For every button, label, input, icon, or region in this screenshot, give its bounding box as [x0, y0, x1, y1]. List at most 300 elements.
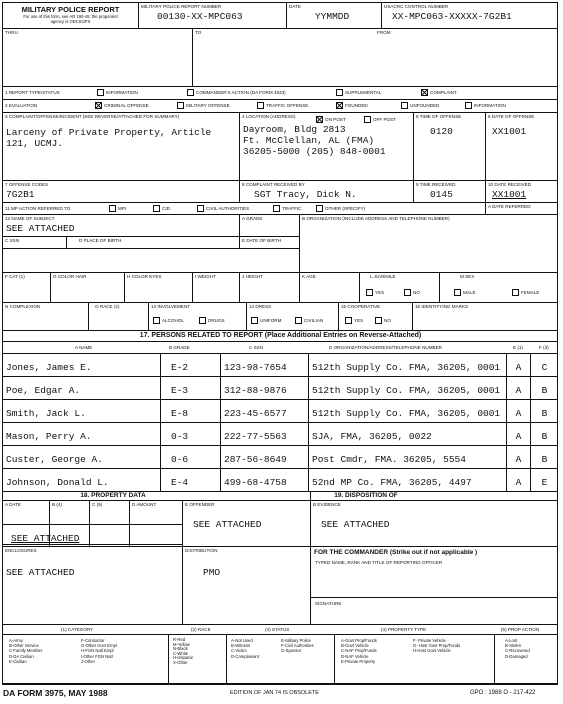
evidence-value[interactable]: SEE ATTACHED: [321, 518, 390, 530]
signature-label: SIGNATURE: [315, 601, 342, 606]
table-cell-name[interactable]: Johnson, Donald L.: [3, 469, 161, 491]
table-cell-e[interactable]: A: [507, 400, 531, 422]
legend-item: F-Contractor: [81, 638, 105, 643]
table-cell-f[interactable]: B: [541, 385, 548, 396]
option-label: CIVIL AUTHORITIES: [206, 206, 250, 211]
table-cell-org[interactable]: 512th Supply Co. FMA, 36205, 0001: [309, 400, 507, 422]
property-amount-label: D AMOUNT: [132, 502, 157, 507]
legend-item: A-Lost: [505, 638, 518, 643]
checkbox[interactable]: [364, 116, 371, 123]
edition-note: EDITION OF JAN 74 IS OBSOLETE: [230, 690, 319, 696]
legend-category-title: (1) CATEGORY: [61, 627, 94, 632]
option-label: ON POST: [325, 117, 346, 122]
legend-item: X-Other: [173, 659, 188, 665]
legend-race-list: [173, 638, 193, 666]
evaluation-information[interactable]: [465, 102, 506, 109]
from-label: FROM: [377, 30, 391, 35]
legend-category-cell: [3, 635, 169, 684]
table-cell-ssn[interactable]: 312-88-9876: [221, 377, 309, 399]
report-type-information[interactable]: [97, 89, 138, 96]
juvenile-label: L JUVENILE: [370, 274, 396, 279]
legend-race-title: (2) RACE: [191, 627, 211, 632]
checkbox[interactable]: [251, 317, 258, 324]
table-cell-grade[interactable]: E-3: [161, 377, 221, 399]
table-cell-f[interactable]: C: [541, 362, 548, 373]
table-row: [3, 377, 558, 400]
subject-name-cell: [3, 215, 240, 237]
sex-cell: [440, 273, 558, 303]
date-referred-label: A DATE REFERRED: [488, 204, 531, 209]
table-cell-ssn[interactable]: 222-77-5563: [221, 423, 309, 445]
date-value[interactable]: YYMMDD: [315, 10, 350, 22]
ssn-cell: [3, 237, 67, 249]
height-label: J HEIGHT: [242, 274, 263, 279]
table-cell-e[interactable]: A: [507, 377, 531, 399]
location-label: 4 LOCATION (ADDRESS): [242, 114, 296, 119]
dress-civilian[interactable]: [295, 317, 323, 324]
subject-grade-label: A GRADE: [242, 216, 263, 221]
property-b-label: B (4): [52, 502, 62, 507]
eyes-label: H COLOR EYES: [127, 274, 162, 279]
checkbox[interactable]: [512, 289, 519, 296]
option-label: INFORMATION: [474, 103, 506, 108]
enclosures-label: ENCLOSURES: [5, 548, 37, 553]
date-offense-cell: [486, 113, 558, 181]
form-title-cell: [3, 3, 139, 29]
option-label: CID: [162, 206, 170, 211]
legend-item: D-NAF Vehicle: [341, 653, 369, 659]
checkbox-checked[interactable]: [316, 116, 323, 123]
date-offense-label: 6 DATE OF OFFENSE: [488, 114, 535, 119]
checkbox[interactable]: [465, 102, 472, 109]
complaint-label: 3 COMPLAINT/OFFENSE/INCIDENT (SEE REVERSE/ATTACHED FOR SUMMARY): [5, 114, 180, 119]
table-row: [3, 423, 558, 446]
age-cell: [300, 273, 360, 303]
offense-codes-cell: [3, 181, 240, 203]
table-cell-ssn[interactable]: 123-98-7654: [221, 354, 309, 376]
legend-item: G- Host Govt Prop/Funds: [413, 643, 461, 649]
cooperative-label: 15 COOPERATIVE: [341, 304, 381, 309]
checkbox[interactable]: [295, 317, 302, 324]
checkbox-checked[interactable]: [336, 102, 343, 109]
checkbox[interactable]: [401, 102, 408, 109]
mp-action-other[interactable]: [316, 205, 365, 212]
date-received-value[interactable]: XX1001: [492, 188, 527, 200]
option-label: OTHER (SPECIFY): [325, 206, 366, 211]
signature-divider: [311, 597, 558, 598]
legend-item: D-DA Civilian: [9, 653, 34, 659]
table-cell-f[interactable]: B: [541, 431, 548, 442]
commander-cell: [311, 547, 558, 625]
mp-action-civil[interactable]: [197, 205, 249, 212]
property-date-label: A DATE: [5, 502, 21, 507]
offender-label: E OFFENDER: [185, 502, 215, 507]
property-title: 18. PROPERTY DATA: [80, 492, 146, 499]
table-cell-name[interactable]: Mason, Perry A.: [3, 423, 161, 445]
checkbox-checked[interactable]: [95, 102, 102, 109]
dress-label: 14 DRESS: [249, 304, 272, 309]
legend-item: E-Private Property: [341, 658, 376, 664]
involvement-label: 13 INVOLVEMENT: [151, 304, 190, 309]
legend-category-col-1: [9, 638, 42, 664]
typed-name-label: TYPED NAME, RANK AND TITLE OF REPORTING OFFICER: [315, 560, 443, 565]
evaluation-row: [3, 100, 558, 113]
persons-header-grade: B GRADE: [169, 345, 190, 350]
enclosures-value[interactable]: SEE ATTACHED: [6, 566, 75, 578]
table-cell-f[interactable]: E: [541, 477, 548, 488]
legend-item: A-Army: [9, 638, 23, 643]
complaint-line-2[interactable]: 121, UCMJ.: [6, 137, 64, 149]
complaint-received-cell: [240, 181, 414, 203]
juvenile-yes[interactable]: [366, 289, 384, 296]
legend-prop-cell: [335, 635, 495, 684]
subject-org-label: B ORGANIZATION (INCLUDE ADDRESS AND TELEPHONE NUMBER): [302, 216, 450, 221]
date-received-label: 10 DATE RECEIVED: [488, 182, 532, 187]
table-cell-e[interactable]: A: [507, 354, 531, 376]
distribution-cell: [183, 547, 311, 625]
option-label: MALE: [463, 290, 476, 295]
juvenile-no[interactable]: [404, 289, 420, 296]
usacrc-label: USACRC CONTROL NUMBER: [384, 4, 449, 9]
time-offense-cell: [414, 113, 486, 181]
option-label: NO: [413, 290, 420, 295]
property-title-cell: [3, 492, 311, 501]
legend-action-title: (5) PROP ACTION: [501, 627, 540, 632]
legend-status-title: (3) STATUS: [265, 627, 290, 632]
option-label: INFORMATION: [106, 90, 138, 95]
legend-item: I-Other FGN Natl: [81, 653, 113, 659]
commander-title: FOR THE COMMANDER (Strike out if not applicable ): [314, 549, 478, 556]
date-received-cell: [486, 181, 558, 203]
ssn-label: C SSN: [5, 238, 20, 243]
time-received-value[interactable]: 0145: [430, 188, 453, 200]
legend-item: B-Govt Vehicle: [341, 643, 369, 649]
legend-item: H-Host Govt Vehicle: [413, 648, 451, 654]
sex-female[interactable]: [512, 289, 539, 296]
checkbox[interactable]: [366, 289, 373, 296]
location-on-post[interactable]: [316, 116, 346, 123]
cat-label: F CAT (1): [5, 274, 25, 279]
legend-status-col-1: [231, 638, 259, 659]
enclosures-cell: [3, 547, 183, 625]
legend-item: G-Sponsor: [281, 648, 302, 654]
legend-item: B-Witness: [231, 643, 251, 649]
property-row-value[interactable]: SEE ATTACHED: [11, 533, 80, 544]
table-cell-ssn[interactable]: 223-45-6577: [221, 400, 309, 422]
property-c-label: C (5): [92, 502, 103, 507]
legend-item: A-Govt Prop/Funds: [341, 638, 377, 643]
option-label: DRUGS: [208, 318, 225, 323]
legend-item: R-Red: [173, 637, 186, 642]
dress-cell: [247, 303, 339, 331]
report-type-supplemental[interactable]: [336, 89, 381, 96]
legend-item: J-Other: [81, 658, 95, 664]
cat-cell: [3, 273, 51, 303]
checkbox[interactable]: [454, 289, 461, 296]
report-type-complaint[interactable]: [421, 89, 457, 96]
thru-cell: [3, 29, 193, 87]
persons-table: [3, 354, 558, 492]
marks-label: 16 IDENTIFYING MARKS: [415, 304, 469, 309]
legend-item: F-Civil Authorities: [281, 643, 314, 649]
persons-header-f: F (3): [539, 345, 549, 350]
legend-action-cell: [495, 635, 558, 684]
legend-category-col-2: [81, 638, 117, 664]
report-type-row: [3, 87, 558, 100]
option-label: COMPLAINT: [430, 90, 457, 95]
evidence-label: B EVIDENCE: [313, 502, 341, 507]
table-cell-grade[interactable]: E-2: [161, 354, 221, 376]
legend-item: C-NAF Prop/Funds: [341, 648, 377, 654]
option-label: SUPPLEMENTAL: [345, 90, 382, 95]
table-cell-org[interactable]: 512th Supply Co. FMA, 36205, 0001: [309, 354, 507, 376]
checkbox[interactable]: [153, 317, 160, 324]
legend-item: C-Recovered: [505, 648, 530, 654]
subject-name-label: 12 NAME OF SUBJECT: [5, 216, 55, 221]
subject-name-value[interactable]: SEE ATTACHED: [6, 222, 75, 234]
option-label: OFF POST: [373, 117, 396, 122]
marks-cell: [413, 303, 558, 331]
dress-uniform[interactable]: [251, 317, 281, 324]
evaluation-unfounded[interactable]: [401, 102, 439, 109]
mpr-number[interactable]: 00130-XX-MPC063: [157, 10, 243, 22]
evaluation-founded[interactable]: [336, 102, 368, 109]
property-row-line-2: [3, 544, 183, 545]
persons-header-row: [3, 342, 558, 354]
subject-grade-cell: [240, 215, 300, 237]
option-label: CIVILIAN: [304, 318, 324, 323]
legend-item: H-Hispanic: [173, 655, 194, 661]
table-cell-org[interactable]: SJA, FMA, 36205, 0022: [309, 423, 507, 445]
option-label: TRAFFIC OFFENSE: [266, 103, 309, 108]
location-cell: [240, 113, 414, 181]
distribution-label: DISTRIBUTION: [185, 548, 218, 553]
table-row: [3, 446, 558, 469]
checkbox[interactable]: [109, 205, 116, 212]
location-line-3[interactable]: 36205-5000 (205) 848-0001: [243, 145, 386, 157]
option-label: MILITARY OFFENSE: [186, 103, 230, 108]
checkbox[interactable]: [257, 102, 264, 109]
legend-item: C-White: [173, 650, 189, 656]
option-label: TRAFFIC: [282, 206, 302, 211]
pob-cell: [67, 237, 240, 249]
table-cell-e[interactable]: A: [507, 469, 531, 491]
time-offense-label: 5 TIME OF OFFENSE: [416, 114, 462, 119]
height-cell: [240, 273, 300, 303]
legend-item: H-FGN Natl Empl: [81, 648, 114, 654]
checkbox[interactable]: [404, 289, 411, 296]
offender-value[interactable]: SEE ATTACHED: [193, 518, 262, 530]
time-offense-value[interactable]: 0120: [430, 125, 453, 137]
offender-cell: [183, 501, 311, 547]
date-label: DATE: [289, 4, 301, 9]
table-cell-name[interactable]: Jones, James E.: [3, 354, 161, 376]
weight-cell: [193, 273, 240, 303]
complaint-received-value[interactable]: SGT Tracy, Dick N.: [254, 188, 357, 200]
option-label: COMMANDER'S ACTION (DA FORM 4833): [196, 90, 286, 95]
offense-codes-label: 7 OFFENSE CODES: [5, 182, 49, 187]
location-line-1[interactable]: Dayroom, Bldg 2813: [243, 123, 346, 135]
option-label: CRIMINAL OFFENSE: [104, 103, 149, 108]
table-cell-name[interactable]: Smith, Jack L.: [3, 400, 161, 422]
thru-label: THRU: [5, 30, 18, 35]
table-cell-grade[interactable]: E-8: [161, 400, 221, 422]
legend-title-row: [3, 625, 558, 635]
checkbox[interactable]: [345, 317, 352, 324]
mp-action-label: 11 MP ACTION REFERRED TO: [5, 206, 71, 211]
legend-item: E-Military Police: [281, 638, 312, 643]
form-id: DA FORM 3975, MAY 1988: [3, 688, 108, 698]
race-cell: [89, 303, 149, 331]
date-offense-value[interactable]: XX1001: [492, 125, 527, 137]
evaluation-criminal[interactable]: [95, 102, 149, 109]
persons-header-e: E (1): [513, 345, 523, 350]
persons-header-name: A NAME: [75, 345, 93, 350]
checkbox[interactable]: [375, 317, 382, 324]
table-cell-e[interactable]: A: [507, 446, 531, 468]
complexion-cell: [3, 303, 89, 331]
report-type-label: 1 REPORT TYPE/STATUS: [5, 90, 60, 95]
eyes-cell: [125, 273, 193, 303]
usacrc-number[interactable]: XX-MPC063-XXXXX-7G2B1: [392, 10, 512, 22]
complaint-received-label: 8 COMPLAINT RECEIVED BY: [242, 182, 305, 187]
table-cell-ssn[interactable]: 499-68-4758: [221, 469, 309, 491]
table-cell-ssn[interactable]: 287-56-8649: [221, 446, 309, 468]
dob-label: E DATE OF BIRTH: [242, 238, 281, 243]
checkbox-checked[interactable]: [421, 89, 428, 96]
checkbox[interactable]: [316, 205, 323, 212]
legend-item: C-Victim: [231, 648, 247, 654]
usacrc-cell: [382, 3, 558, 29]
table-cell-org[interactable]: 52nd MP Co. FMA, 36205, 4497: [309, 469, 507, 491]
evaluation-military[interactable]: [177, 102, 230, 109]
table-cell-grade[interactable]: 0-6: [161, 446, 221, 468]
involvement-drugs[interactable]: [199, 317, 225, 324]
subject-org-cell: [300, 215, 558, 273]
mp-action-traffic[interactable]: [273, 205, 301, 212]
legend-item: C-Family Member: [9, 648, 43, 654]
table-row: [3, 400, 558, 423]
table-row: [3, 354, 558, 377]
table-cell-org[interactable]: 512th Supply Co. FMA, 36205, 0001: [309, 377, 507, 399]
option-label: YES: [354, 318, 364, 323]
legend-prop-col-1: [341, 638, 377, 664]
option-label: MPI: [118, 206, 127, 211]
option-label: FOUNDED: [345, 103, 368, 108]
option-label: FEMALE: [521, 290, 540, 295]
checkbox[interactable]: [199, 317, 206, 324]
hair-cell: [51, 273, 125, 303]
persons-title: 17. PERSONS RELATED TO REPORT (Place Additional Entries on Reverse-Attached): [139, 332, 422, 339]
legend-item: A-Not Used: [231, 638, 253, 643]
cooperative-no[interactable]: [375, 317, 391, 324]
table-cell-grade[interactable]: E-4: [161, 469, 221, 491]
to-cell: [193, 29, 558, 87]
mpr-number-label: MILITARY POLICE REPORT NUMBER: [141, 4, 222, 9]
checkbox[interactable]: [153, 205, 160, 212]
evaluation-label: 2 EVALUATION: [5, 103, 38, 108]
complexion-label: N COMPLEXION: [5, 304, 41, 309]
legend-item: B-Other Service: [9, 643, 39, 649]
legend-status-cell: [227, 635, 335, 684]
cooperative-yes[interactable]: [345, 317, 363, 324]
legend-item: B-Stolen: [505, 643, 522, 649]
legend-status-col-2: [281, 638, 314, 654]
time-received-label: 9 TIME RECEIVED: [416, 182, 456, 187]
checkbox[interactable]: [177, 102, 184, 109]
form-note: For use of this form, see AR 190-45; the proponent agency is ODCSOPS: [23, 14, 118, 24]
cooperative-cell: [339, 303, 413, 331]
hair-label: G COLOR HAIR: [53, 274, 87, 279]
table-cell-f[interactable]: B: [541, 454, 548, 465]
table-row: [3, 469, 558, 492]
dob-cell: [240, 237, 300, 249]
evidence-cell: [311, 501, 558, 547]
checkbox[interactable]: [97, 89, 104, 96]
sex-label: M SEX: [460, 274, 475, 279]
juvenile-cell: [360, 273, 440, 303]
option-label: ALCOHOL: [162, 318, 184, 323]
location-line-2[interactable]: Ft. McClellan, AL (FMA): [243, 134, 375, 146]
option-label: UNIFORM: [260, 318, 282, 323]
time-received-cell: [414, 181, 486, 203]
property-row-line: [3, 524, 183, 525]
table-cell-f[interactable]: B: [541, 408, 548, 419]
persons-title-row: [3, 331, 558, 342]
involvement-alcohol[interactable]: [153, 317, 184, 324]
mp-action-cid[interactable]: [153, 205, 170, 212]
legend-prop-col-2: [413, 638, 460, 654]
checkbox[interactable]: [336, 89, 343, 96]
legend-item: D-Complainant: [231, 653, 259, 659]
date-cell: [287, 3, 382, 29]
evaluation-traffic[interactable]: [257, 102, 308, 109]
location-off-post[interactable]: [364, 116, 396, 123]
distribution-value[interactable]: PMO: [203, 566, 221, 578]
offense-codes-value[interactable]: 7G2B1: [6, 188, 35, 200]
persons-header-ssn: C SSN: [249, 345, 264, 350]
military-police-report-form: [2, 2, 558, 685]
table-cell-grade[interactable]: 0-3: [161, 423, 221, 445]
disposition-title: 19. DISPOSITION OF: [334, 492, 398, 499]
option-label: NO: [384, 318, 391, 323]
legend-prop-title: (4) PROPERTY TYPE: [381, 627, 427, 632]
to-label: TO: [195, 30, 202, 35]
race-label: O RACE (2): [95, 304, 120, 309]
option-label: UNFOUNDED: [410, 103, 440, 108]
table-cell-org[interactable]: Post Cmdr, FMA. 36205, 5554: [309, 446, 507, 468]
disposition-title-cell: [311, 492, 558, 501]
checkbox[interactable]: [273, 205, 280, 212]
involvement-cell: [149, 303, 247, 331]
mp-action-row: [3, 203, 486, 215]
report-type-commanders-action[interactable]: [187, 89, 286, 96]
checkbox[interactable]: [187, 89, 194, 96]
legend-item: G-Other Govt Empl: [81, 643, 117, 649]
table-cell-name[interactable]: Custer, George A.: [3, 446, 161, 468]
legend-item: N-Black: [173, 646, 188, 652]
complaint-line-1[interactable]: Larceny of Private Property, Article: [6, 126, 212, 138]
checkbox[interactable]: [197, 205, 204, 212]
sex-male[interactable]: [454, 289, 476, 296]
table-cell-name[interactable]: Poe, Edgar A.: [3, 377, 161, 399]
mp-action-mpi[interactable]: [109, 205, 126, 212]
legend-item: F- Private Vehicle: [413, 638, 446, 643]
table-cell-e[interactable]: A: [507, 423, 531, 445]
pob-label: D PLACE OF BIRTH: [79, 238, 122, 243]
gpo-note: GPO : 1988 O - 217-422: [470, 690, 536, 696]
persons-header-org: D ORGANIZATION/ADDRESS/TELEPHONE NUMBER: [329, 345, 442, 350]
